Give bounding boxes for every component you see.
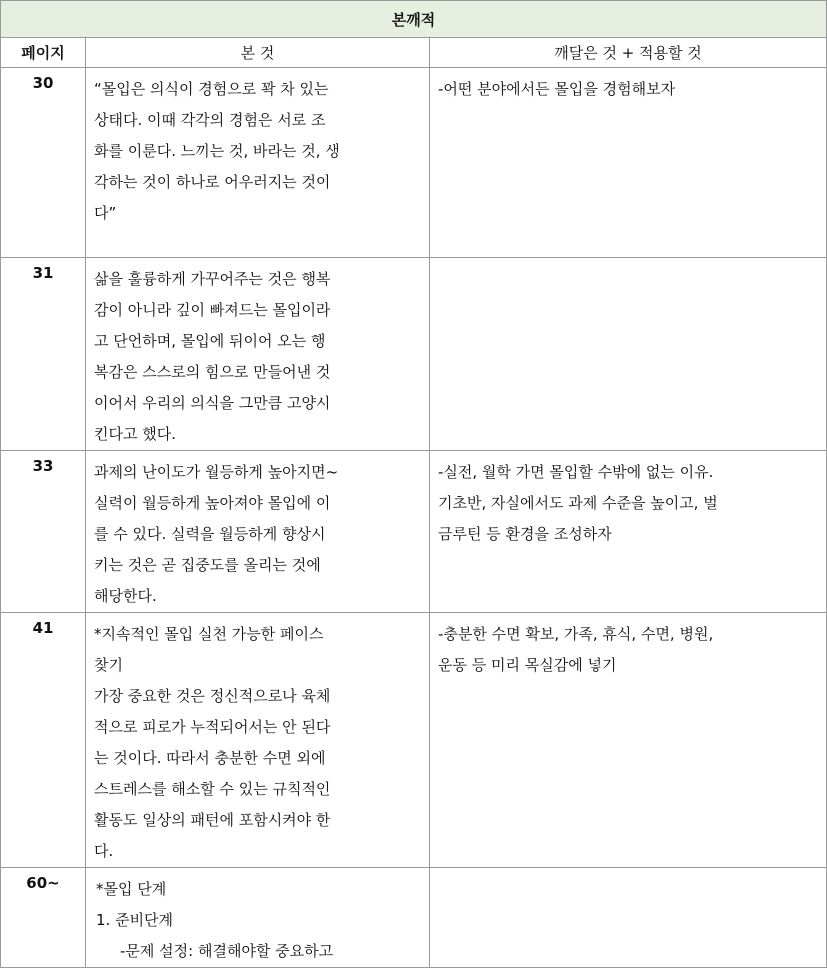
seen-line: 가장 중요한 것은 정신적으로나 육체 — [94, 687, 331, 705]
apply-cell — [430, 68, 827, 258]
apply-line: 운동 등 미리 목실감에 넣기 — [438, 656, 617, 674]
seen-line: 복감은 스스로의 힘으로 만들어낸 것 — [94, 363, 331, 381]
seen-line: 다” — [94, 204, 117, 222]
seen-line: 해당한다. — [94, 587, 157, 605]
seen-line: 과제의 난이도가 월등하게 높아지면~ — [94, 463, 339, 481]
seen-line: 찾기 — [94, 656, 123, 674]
seen-cell — [86, 258, 430, 451]
header-apply: 깨달은 것 + 적용할 것 — [430, 38, 827, 68]
seen-line: 고 단언하며, 몰입에 뒤이어 오는 행 — [94, 332, 326, 350]
seen-line: 삶을 훌륭하게 가꾸어주는 것은 행복 — [94, 270, 331, 288]
seen-cell — [86, 613, 430, 868]
seen-line: *몰입 단계 — [96, 880, 167, 898]
seen-cell — [86, 68, 430, 258]
apply-line: -실전, 월학 가면 몰입할 수밖에 없는 이유. — [438, 463, 714, 481]
seen-line: 활동도 일상의 패턴에 포함시켜야 한 — [94, 811, 331, 829]
seen-line: 다. — [94, 842, 114, 860]
seen-cell — [86, 451, 430, 613]
apply-cell — [430, 451, 827, 613]
table-title: 본깨적 — [1, 1, 827, 38]
table-row — [1, 68, 827, 258]
seen-line: 실력이 월등하게 높아져야 몰입에 이 — [94, 494, 331, 512]
apply-cell — [430, 868, 827, 968]
page-number: 41 — [1, 613, 86, 868]
table-row — [1, 451, 827, 613]
table-row — [1, 868, 827, 968]
apply-cell — [430, 258, 827, 451]
header-seen: 본 것 — [86, 38, 430, 68]
seen-line: *지속적인 몰입 실천 가능한 페이스 — [94, 625, 324, 643]
seen-line: 를 수 있다. 실력을 월등하게 향상시 — [94, 525, 326, 543]
page-number: 30 — [1, 68, 86, 258]
seen-line: 감이 아니라 깊이 빠져드는 몰입이라 — [94, 301, 331, 319]
page-number: 33 — [1, 451, 86, 613]
seen-line: 키는 것은 곧 집중도를 올리는 것에 — [94, 556, 321, 574]
seen-line: 적으로 피로가 누적되어서는 안 된다 — [94, 718, 331, 736]
table-row — [1, 613, 827, 868]
seen-line: 상태다. 이때 각각의 경험은 서로 조 — [94, 111, 326, 129]
seen-line: 킨다고 했다. — [94, 425, 176, 443]
page-number: 31 — [1, 258, 86, 451]
table-row — [1, 258, 827, 451]
seen-line: -문제 설정: 해결해야할 중요하고 — [120, 942, 334, 960]
seen-line: 이어서 우리의 의식을 그만큼 고양시 — [94, 394, 331, 412]
apply-line: -어떤 분야에서든 몰입을 경험해보자 — [438, 80, 676, 98]
seen-line: 화를 이룬다. 느끼는 것, 바라는 것, 생 — [94, 142, 340, 160]
seen-line: 스트레스를 해소할 수 있는 규칙적인 — [94, 780, 331, 798]
seen-line: 는 것이다. 따라서 충분한 수면 외에 — [94, 749, 326, 767]
apply-cell — [430, 613, 827, 868]
seen-cell — [86, 868, 430, 968]
apply-line: 금루틴 등 환경을 조성하자 — [438, 525, 612, 543]
apply-line: -충분한 수면 확보, 가족, 휴식, 수면, 병원, — [438, 625, 714, 643]
header-page: 페이지 — [1, 38, 86, 68]
seen-line: 각하는 것이 하나로 어우러지는 것이 — [94, 173, 331, 191]
page-number: 60~ — [1, 868, 86, 968]
seen-line: 1. 준비단계 — [96, 911, 174, 929]
apply-line: 기초반, 자실에서도 과제 수준을 높이고, 벌 — [438, 494, 718, 512]
seen-line: “몰입은 의식이 경험으로 꽉 차 있는 — [94, 80, 329, 98]
